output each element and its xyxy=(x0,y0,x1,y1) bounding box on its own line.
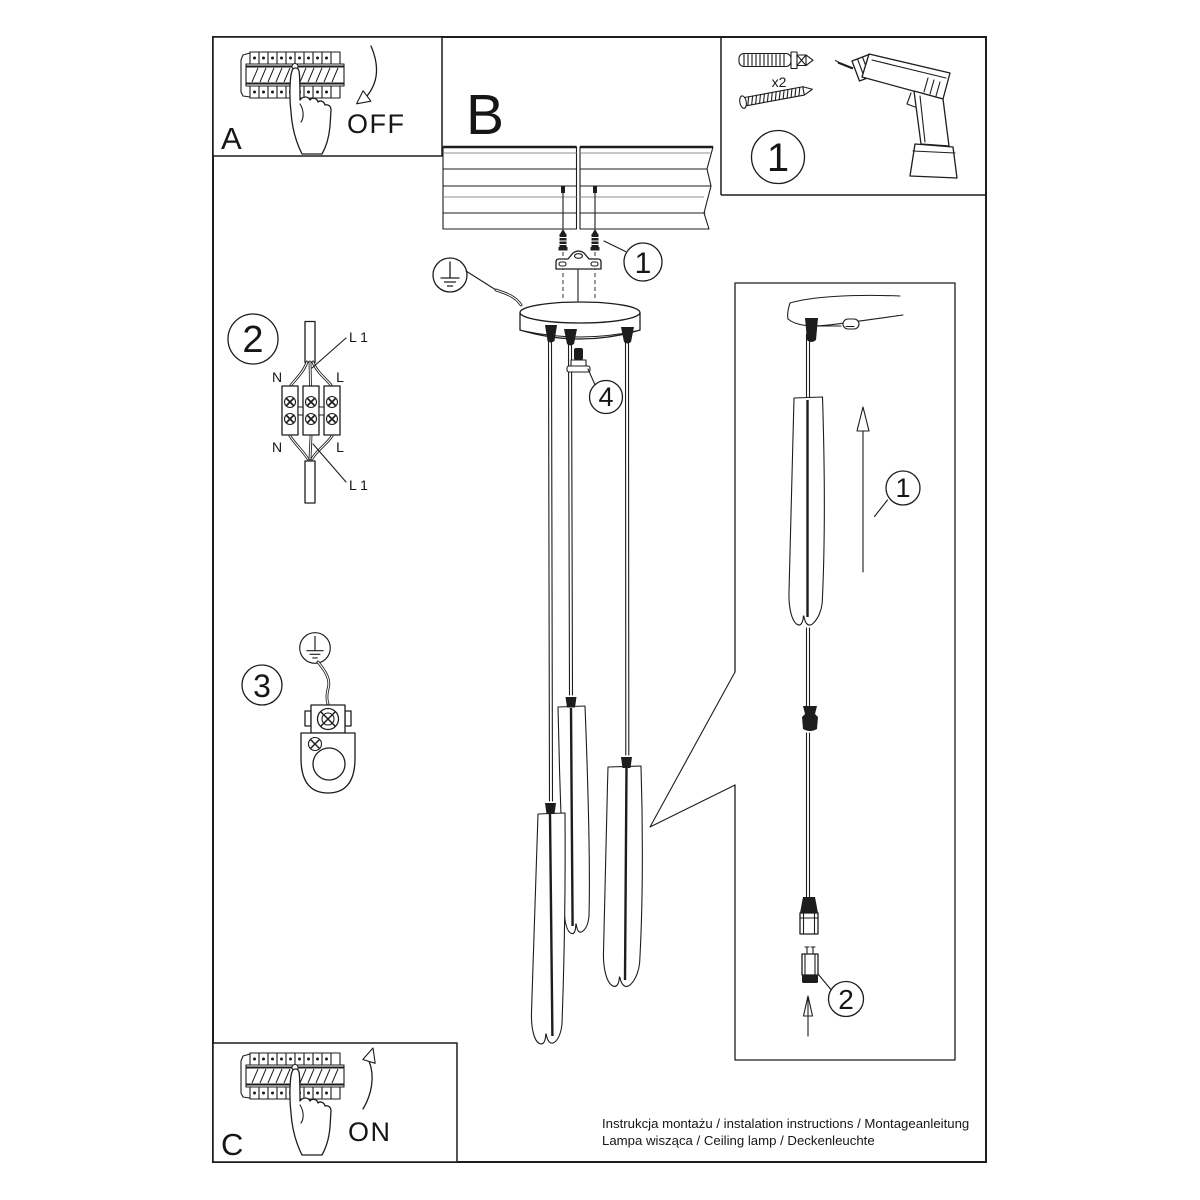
ground-clamp-icon xyxy=(305,705,351,733)
screws-badge-number: 1 xyxy=(634,247,652,280)
drill-icon xyxy=(836,54,958,178)
panel-wiring xyxy=(228,314,368,503)
terminal-block-icon xyxy=(282,386,340,435)
outer-frame xyxy=(213,37,986,1162)
pendant-shade-right xyxy=(603,757,642,986)
wire-label-l1-bottom: L 1 xyxy=(349,477,368,493)
earth-wire xyxy=(496,290,521,305)
terminal-label-l-bottom: L xyxy=(336,439,344,455)
cable-sheath-top xyxy=(305,322,315,363)
detail-canopy-icon xyxy=(788,295,903,342)
detail-panel-frame xyxy=(735,283,955,1060)
strain-relief-icon xyxy=(567,348,590,372)
panel-breaker-on xyxy=(213,1043,457,1162)
cable-sheath-bottom xyxy=(305,461,315,503)
panel-tools xyxy=(721,37,986,195)
wires-top xyxy=(291,362,331,385)
terminal-label-n-top: N xyxy=(271,369,283,385)
panel-c-label: C xyxy=(221,1127,244,1162)
panel-breaker-off xyxy=(213,37,442,156)
panel-ceiling-mount xyxy=(443,83,713,301)
badge2-leader xyxy=(818,974,831,989)
cord-clip-icon xyxy=(843,319,859,329)
insert-up-arrow-icon xyxy=(804,996,813,1036)
badge-leader xyxy=(604,241,626,252)
wall-plug-icon xyxy=(739,52,813,69)
panel-ground xyxy=(242,633,355,793)
callout-wedge xyxy=(650,672,735,827)
l1-top-leader xyxy=(312,338,346,368)
slide-up-arrow-icon xyxy=(857,407,869,572)
strain-relief-badge-number: 4 xyxy=(598,382,614,412)
detail-cable-top xyxy=(807,334,810,398)
anchor-qty-label: x2 xyxy=(771,74,787,90)
ceiling-canopy-icon xyxy=(520,302,640,339)
terminal-label-n-bottom: N xyxy=(271,439,283,455)
canopy-assembly xyxy=(433,258,642,1044)
pendant-shade-left xyxy=(531,803,565,1044)
footer xyxy=(602,1116,969,1148)
wall-plug-marks xyxy=(561,186,597,228)
bulb-badge-number: 2 xyxy=(838,984,854,1015)
lamp-socket-icon xyxy=(800,897,818,934)
earth-symbol-icon xyxy=(433,258,467,292)
footer-line-1: Instrukcja montażu / instalation instructions / Montageanleitung xyxy=(602,1116,970,1131)
terminal-label-l-top: L xyxy=(336,369,344,385)
detail-cable-bottom xyxy=(807,628,810,898)
wires-bottom xyxy=(290,436,332,459)
badge4-leader xyxy=(588,369,596,386)
shade-badge-number: 1 xyxy=(895,473,911,503)
detail-view-panel xyxy=(650,283,955,1060)
footer-line-2: Lampa wisząca / Ceiling lamp / Deckenleuchte xyxy=(602,1133,875,1148)
cable-connector-icon xyxy=(802,706,818,731)
panel-a-label: A xyxy=(221,121,242,156)
ceiling-planks-icon xyxy=(443,147,713,229)
tools-badge-number: 1 xyxy=(766,136,790,180)
off-label: OFF xyxy=(347,109,406,139)
on-label: ON xyxy=(348,1117,392,1147)
wiring-badge-number: 2 xyxy=(242,319,264,361)
bulb-piece-icon xyxy=(802,947,818,983)
wire-label-l1-top: L 1 xyxy=(349,329,368,345)
earth-symbol-icon xyxy=(300,633,331,664)
badge1-leader xyxy=(875,500,888,517)
panel-b-label: B xyxy=(466,83,505,147)
detail-shade-icon xyxy=(789,397,824,625)
earth-leader xyxy=(466,271,496,290)
ground-badge-number: 3 xyxy=(253,668,271,704)
lamp-holder-bracket-icon xyxy=(301,733,355,793)
